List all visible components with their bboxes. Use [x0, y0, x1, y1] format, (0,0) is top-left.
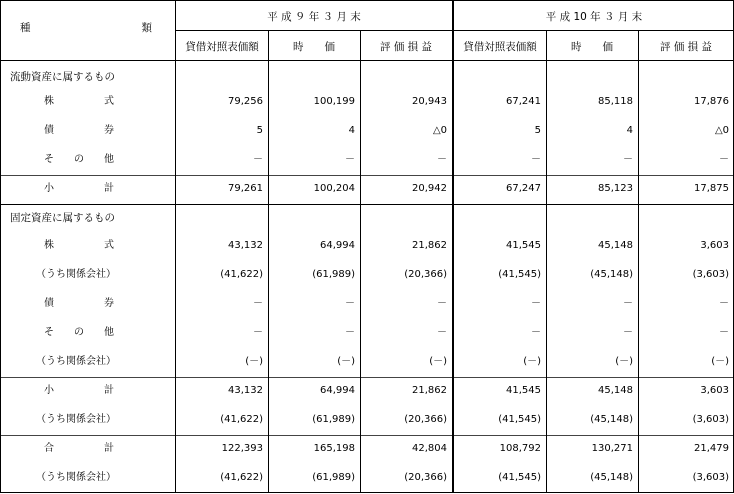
value-cell: － — [531, 327, 541, 338]
row-label: 合 計 — [44, 443, 114, 454]
header-period-1998: 平 成 10 年 ３ 月 末 — [545, 10, 643, 23]
value-cell: (45,148) — [590, 269, 633, 280]
value-cell: (－) — [429, 356, 447, 367]
value-cell: (41,545) — [498, 414, 541, 425]
value-cell: (61,989) — [312, 414, 355, 425]
value-cell: (－) — [615, 356, 633, 367]
value-cell: 43,132 — [228, 385, 263, 396]
row-label: 債 券 — [44, 298, 114, 309]
value-cell: 67,247 — [506, 183, 541, 194]
row-label: 流動資産に属するもの — [10, 70, 115, 83]
value-cell: (－) — [711, 356, 729, 367]
header-gain-loss-1997: 評 価 損 益 — [379, 40, 432, 53]
value-cell: － — [345, 298, 355, 309]
value-cell: (41,545) — [498, 472, 541, 483]
value-cell: 165,198 — [313, 443, 355, 454]
value-cell: 42,804 — [412, 443, 447, 454]
value-cell: (45,148) — [590, 472, 633, 483]
value-cell: 21,862 — [412, 385, 447, 396]
value-cell: △0 — [714, 125, 729, 136]
value-cell: 41,545 — [506, 240, 541, 251]
value-cell: 3,603 — [700, 240, 729, 251]
value-cell: (61,989) — [312, 269, 355, 280]
value-cell: － — [623, 298, 633, 309]
header-kind-char-2: 類 — [141, 21, 152, 34]
value-cell: 5 — [256, 125, 263, 136]
value-cell: 79,261 — [228, 183, 263, 194]
value-cell: 43,132 — [228, 240, 263, 251]
value-cell: － — [253, 154, 263, 165]
row-label: 小 計 — [44, 183, 114, 194]
row-label: そ の 他 — [44, 327, 114, 338]
value-cell: (41,622) — [220, 269, 263, 280]
value-cell: (－) — [523, 356, 541, 367]
value-cell: － — [253, 298, 263, 309]
value-cell: 45,148 — [598, 385, 633, 396]
header-period-1997: 平 成 ９ 年 ３ 月 末 — [267, 10, 361, 23]
rule-left — [0, 0, 1, 493]
value-cell: △0 — [432, 125, 447, 136]
value-cell: 79,256 — [228, 96, 263, 107]
header-gain-loss-1998: 評 価 損 益 — [659, 40, 712, 53]
value-cell: 5 — [534, 125, 541, 136]
value-cell: 41,545 — [506, 385, 541, 396]
row-label: 債 券 — [44, 125, 114, 136]
value-cell: － — [437, 154, 447, 165]
value-cell: － — [623, 154, 633, 165]
value-cell: 67,241 — [506, 96, 541, 107]
value-cell: (20,366) — [404, 472, 447, 483]
value-cell: (3,603) — [692, 269, 729, 280]
row-label: そ の 他 — [44, 154, 114, 165]
value-cell: 130,271 — [591, 443, 633, 454]
value-cell: 4 — [626, 125, 633, 136]
value-cell: － — [253, 327, 263, 338]
value-cell: (41,545) — [498, 269, 541, 280]
value-cell: 100,204 — [313, 183, 355, 194]
value-cell: 20,943 — [412, 96, 447, 107]
value-cell: － — [719, 327, 729, 338]
row-label: 株 式 — [44, 240, 114, 251]
value-cell: (－) — [337, 356, 355, 367]
row-label: 固定資産に属するもの — [10, 211, 115, 224]
header-market-value-1997: 時 価 — [293, 40, 335, 53]
row-label: 小 計 — [44, 385, 114, 396]
value-cell: － — [623, 327, 633, 338]
row-label: （うち関係会社） — [36, 414, 116, 425]
value-cell: － — [345, 327, 355, 338]
row-label: （うち関係会社） — [36, 269, 116, 280]
value-cell: － — [345, 154, 355, 165]
value-cell: (20,366) — [404, 414, 447, 425]
header-book-value-1997: 貸借対照表価額 — [185, 40, 259, 53]
value-cell: 122,393 — [221, 443, 263, 454]
value-cell: － — [531, 298, 541, 309]
value-cell: 45,148 — [598, 240, 633, 251]
value-cell: 64,994 — [320, 240, 355, 251]
value-cell: (45,148) — [590, 414, 633, 425]
value-cell: 3,603 — [700, 385, 729, 396]
value-cell: － — [437, 327, 447, 338]
value-cell: 17,875 — [694, 183, 729, 194]
rule-header-bottom — [0, 60, 734, 61]
header-market-value-1998: 時 価 — [571, 40, 613, 53]
value-cell: 21,479 — [694, 443, 729, 454]
row-label: （うち関係会社） — [36, 472, 116, 483]
value-cell: － — [719, 298, 729, 309]
rule-top — [0, 0, 734, 1]
value-cell: 64,994 — [320, 385, 355, 396]
header-kind-char-1: 種 — [20, 21, 31, 34]
value-cell: 85,118 — [598, 96, 633, 107]
value-cell: (61,989) — [312, 472, 355, 483]
value-cell: (3,603) — [692, 472, 729, 483]
value-cell: 17,876 — [694, 96, 729, 107]
value-cell: 20,942 — [412, 183, 447, 194]
value-cell: (20,366) — [404, 269, 447, 280]
value-cell: 108,792 — [499, 443, 541, 454]
value-cell: 21,862 — [412, 240, 447, 251]
value-cell: (41,622) — [220, 472, 263, 483]
value-cell: (41,622) — [220, 414, 263, 425]
value-cell: － — [719, 154, 729, 165]
row-label: （うち関係会社） — [36, 356, 116, 367]
value-cell: 85,123 — [598, 183, 633, 194]
header-book-value-1998: 貸借対照表価額 — [463, 40, 537, 53]
header-kind — [20, 14, 152, 42]
value-cell: － — [531, 154, 541, 165]
rule-bottom — [0, 492, 734, 493]
value-cell: 100,199 — [313, 96, 355, 107]
value-cell: － — [437, 298, 447, 309]
row-label: 株 式 — [44, 96, 114, 107]
rule-period-bottom — [176, 30, 734, 31]
value-cell: (－) — [245, 356, 263, 367]
value-cell: (3,603) — [692, 414, 729, 425]
value-cell: 4 — [348, 125, 355, 136]
